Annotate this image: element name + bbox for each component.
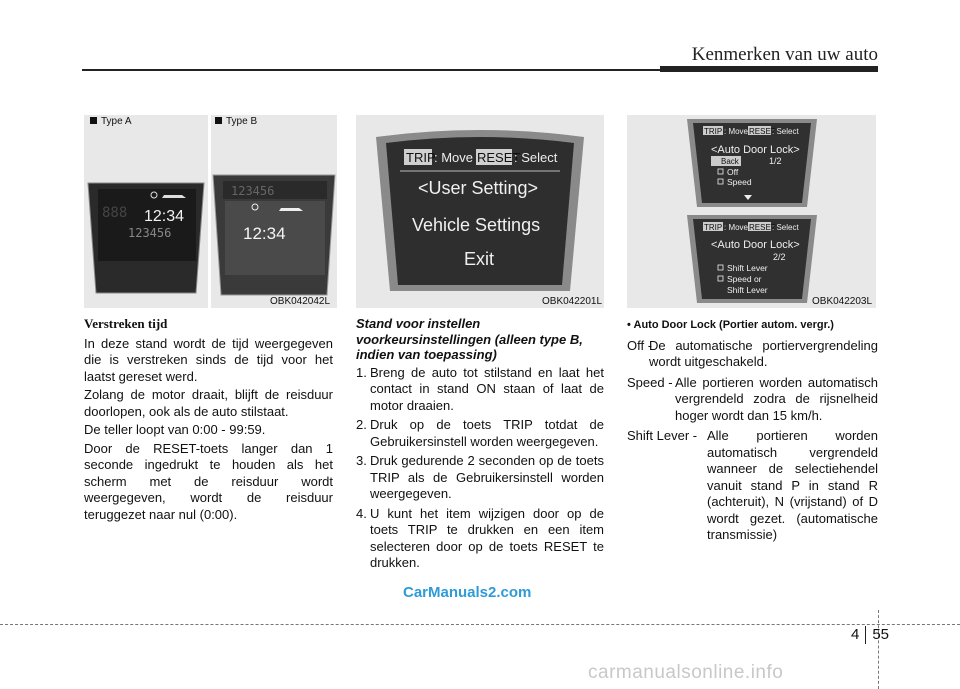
image-code-right: OBK042203L: [812, 296, 873, 307]
paragraph-4: Door de RESET-toets langer dan 1 seconde ingedrukt te houden als het scherm met de reisduur wordt weergegeven, wordt de reisduur teruggezet naar nul (0:00).: [84, 440, 333, 522]
page-indicator-bottom: 2/2: [773, 252, 786, 262]
cluster-type-a-illustration: [84, 115, 208, 308]
trip-key-top: TRIP: [704, 127, 723, 136]
paragraph-1: In deze stand wordt de tijd weergegeven die is verstreken sinds de tijd voor het laatst gereset werd.: [84, 335, 333, 384]
move-label-bottom: : Move: [724, 223, 749, 232]
page-number: [851, 626, 889, 644]
option-speed: Speed: [727, 177, 752, 187]
step-item: 4. U kunt het item wijzigen door op de toets TRIP te drukken en een item selecteren door op de toets RESET te drukken.: [356, 505, 604, 570]
auto-door-lock-menu-illustration: [627, 115, 876, 308]
select-label-top: : Select: [772, 127, 799, 136]
lcd-a-small: 888: [102, 205, 128, 221]
footer-dashed-rule: [0, 624, 960, 625]
option-shift-lever: Shift Lever: [727, 263, 768, 273]
label-type-a: Type A: [90, 116, 132, 127]
auto-door-lock-title-top: <Auto Door Lock>: [711, 144, 800, 156]
column-user-settings: [356, 316, 604, 575]
image-auto-door-lock: [627, 115, 876, 308]
paragraph-3: De teller loopt van 0:00 - 99:59.: [84, 422, 266, 437]
page-number-value: 55: [872, 626, 890, 643]
watermark-carmanualsonline: carmanualsonline.info: [588, 662, 784, 683]
select-label-bottom: : Select: [772, 223, 799, 232]
user-setting-menu-illustration: [356, 115, 604, 308]
option-off: Off: [727, 167, 739, 177]
option-speed-or-shift-lever: Shift Lever: [727, 285, 768, 295]
heading-elapsed-time: Verstreken tijd: [84, 316, 168, 331]
header-rule-thick: [660, 66, 878, 72]
page-header-title: Kenmerken van uw auto: [691, 44, 878, 65]
lcd-b-odo: 123456: [231, 184, 275, 198]
lcd-a-time: 12:34: [144, 208, 185, 225]
move-label-top: : Move: [724, 127, 749, 136]
cluster-type-b-illustration: [211, 115, 337, 308]
image-code-middle: OBK042201L: [542, 296, 603, 307]
definition-shift-lever: Shift Lever - Alle portieren worden automatisch vergrendeld wanneer de selectiehendel vanuit stand P in stand R (achteruit), N (vrijstand) of D wordt gezet. (automatische transmissie): [627, 428, 878, 542]
trip-key-bottom: TRIP: [704, 223, 723, 232]
page-indicator-top: 1/2: [769, 156, 782, 166]
menu-item-exit: Exit: [464, 249, 495, 269]
paragraph-2: Zolang de motor draait, blijft de reisduur doorlopen, ook als de auto stilstaat.: [84, 387, 333, 419]
lcd-b-time: 12:34: [243, 224, 286, 243]
chapter-number: 4: [851, 626, 860, 643]
reset-key: RESET: [477, 150, 521, 165]
steps-list: [356, 365, 604, 572]
page-number-divider: [865, 626, 866, 644]
heading-auto-door-lock: • Auto Door Lock (Portier autom. vergr.): [627, 319, 834, 331]
image-type-a: [84, 115, 208, 308]
select-label: : Select: [514, 150, 558, 165]
footer-vertical-rule: [878, 610, 879, 689]
step-item: 3. Druk gedurende 2 seconden op de toets TRIP als de Gebruikersinstell worden weergegeven.: [356, 453, 604, 501]
move-label: : Move: [434, 150, 474, 165]
column-elapsed-time: [84, 316, 333, 525]
label-type-b: Type B: [215, 116, 257, 127]
heading-user-settings: Stand voor instellen voorkeursinstellingen (alleen type B, indien van toepassing): [356, 316, 583, 362]
square-bullet-icon: [215, 117, 222, 124]
column-auto-door-lock: [627, 317, 878, 548]
square-bullet-icon: [90, 117, 97, 124]
lcd-a-odo: 123456: [128, 226, 172, 240]
menu-item-vehicle-settings: Vehicle Settings: [412, 215, 541, 235]
watermark-carmanuals2: CarManuals2.com: [403, 584, 532, 601]
definition-speed: Speed - Alle portieren worden automatisch vergrendeld zodra de rijsnelheid hoger wordt dan 15 km/h.: [627, 374, 878, 423]
reset-key-top: RESET: [749, 127, 776, 136]
option-speed-or: Speed or: [727, 274, 762, 284]
auto-door-lock-title-bottom: <Auto Door Lock>: [711, 239, 800, 251]
step-item: 2. Druk op de toets TRIP totdat de Gebruikersinstell worden weergegeven.: [356, 417, 604, 449]
image-code-left: OBK042042L: [270, 296, 331, 307]
image-type-b: [211, 115, 337, 308]
reset-key-bottom: RESET: [749, 223, 776, 232]
step-item: 1. Breng de auto tot stilstand en laat het contact in stand ON staan of laat de motor draaien.: [356, 364, 604, 413]
header-rule: [82, 69, 660, 71]
trip-key: TRIP: [406, 150, 436, 165]
image-user-setting: [356, 115, 604, 308]
back-label: Back: [721, 157, 739, 166]
menu-item-user-setting: <User Setting>: [418, 178, 539, 198]
definition-off: Off - De automatische portiervergrendeling wordt uitgeschakeld.: [627, 337, 878, 369]
